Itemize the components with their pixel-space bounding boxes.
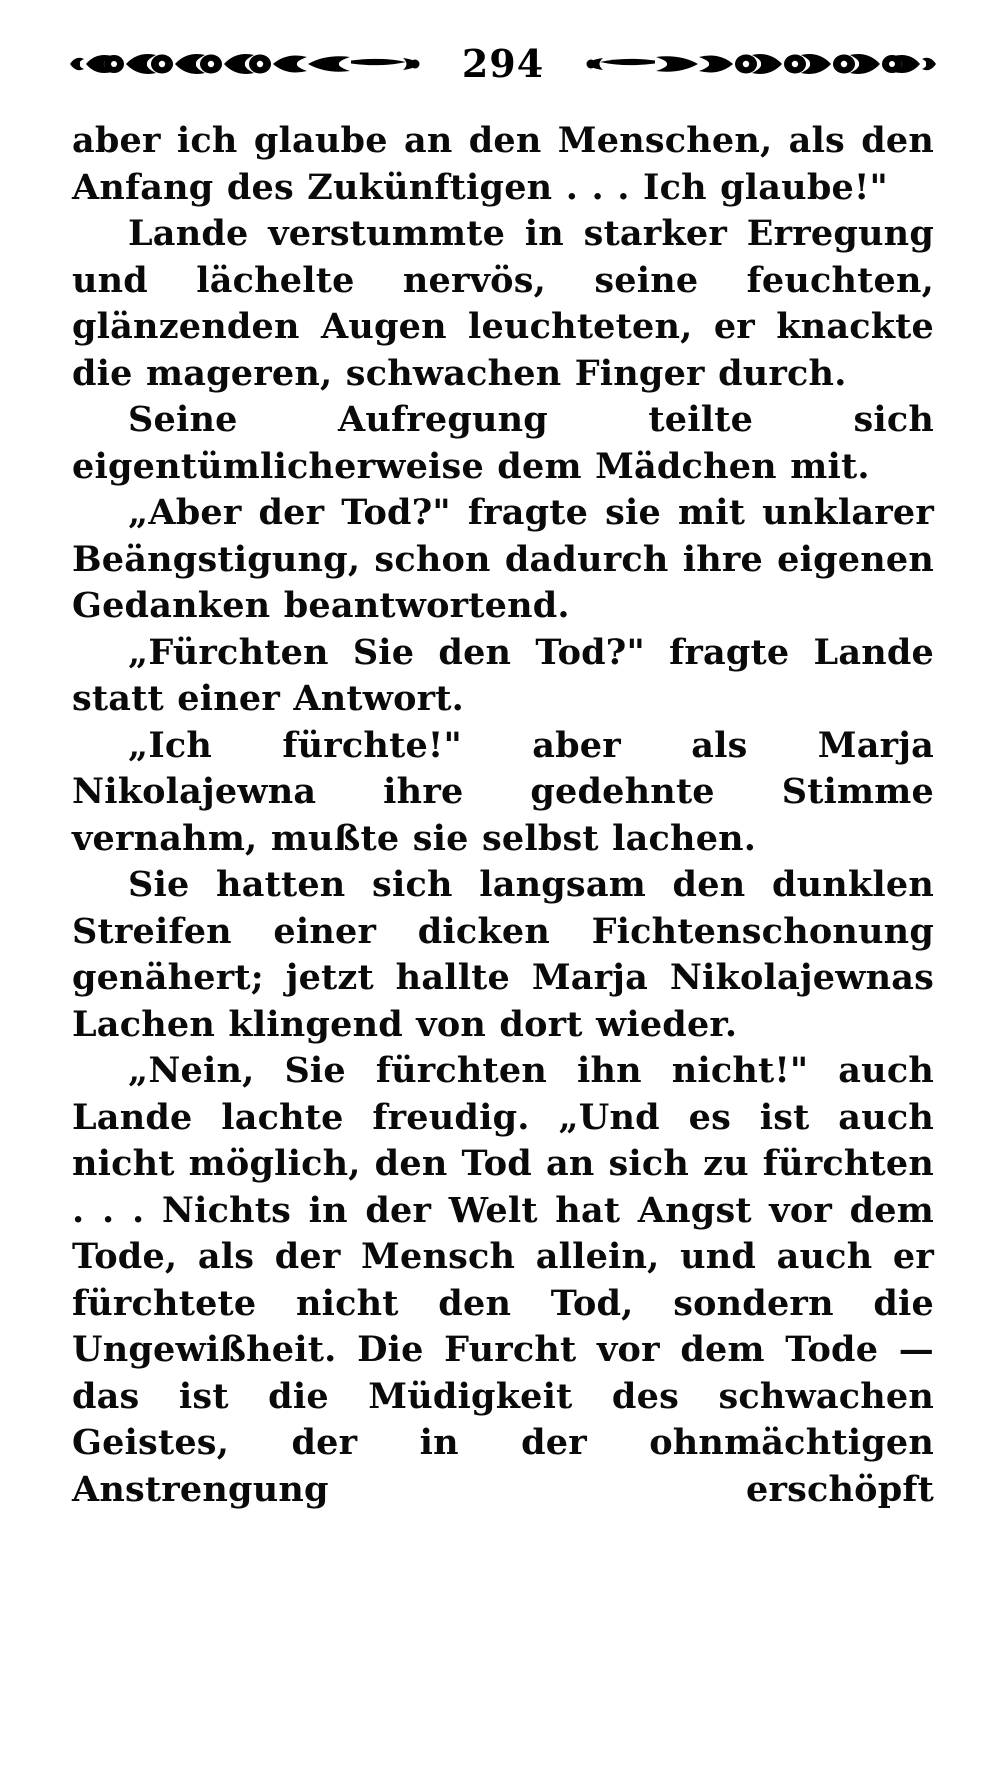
floral-rule-ornament-right [586,49,936,79]
paragraph: Lande verstummte in starker Erregung und lächelte nervös, seine feuchten, glänzenden Augen leuchteten, er knackte die mageren, schwachen Finger durch. [72,213,934,394]
paragraph: „Fürchten Sie den Tod?" fragte Lande statt einer Antwort. [72,631,934,719]
page-header [70,38,936,90]
paragraph: aber ich glaube an den Menschen, als den Anfang des Zukünftigen . . . Ich glaube!" [72,120,934,208]
paragraph: „Nein, Sie fürchten ihn nicht!" auch Lande lachte freudig. „Und es ist auch nicht möglich, den Tod an sich zu fürchten . . . Nichts in der Welt hat Angst vor dem Tode, als der Mensch allein, und auch er fürchtete nicht den Tod, sondern die Ungewißheit. Die Furcht vor dem Tode — das ist die Müdigkeit des schwachen Geistes, der in der ohnmächtigen Anstrengung erschöpft [72,1050,934,1510]
paragraph: Seine Aufregung teilte sich eigentümlicherweise dem Mädchen mit. [72,399,934,487]
paragraph: Sie hatten sich langsam den dunklen Streifen einer dicken Fichtenschonung genähert; jetzt hallte Marja Nikolajewnas Lachen klingend von dort wieder. [72,864,934,1045]
floral-rule-ornament-left [70,49,420,79]
page-body [72,118,934,1560]
paragraph: „Ich fürchte!" aber als Marja Nikolajewna ihre gedehnte Stimme vernahm, mußte sie selbst lachen. [72,724,934,859]
page-number: 294 [461,41,545,86]
paragraph: „Aber der Tod?" fragte sie mit unklarer Beängstigung, schon dadurch ihre eigenen Gedanken beantwortend. [72,492,934,626]
